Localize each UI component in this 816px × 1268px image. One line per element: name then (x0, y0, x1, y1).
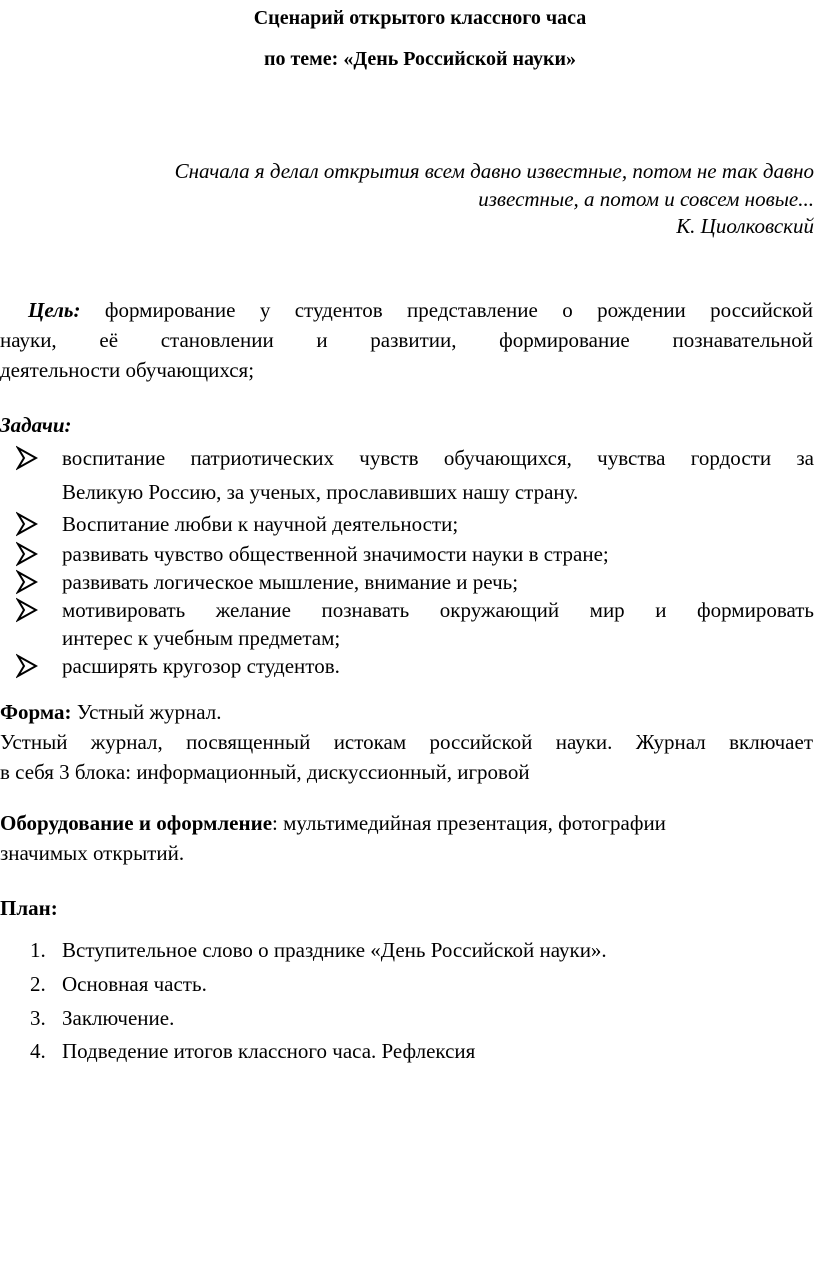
equipment-paragraph (0, 808, 813, 868)
task-line: расширять кругозор студентов. (62, 654, 340, 678)
plan-item-text: Основная часть. (62, 972, 207, 996)
form-line (0, 697, 813, 727)
plan-item-number: 3. (30, 1006, 46, 1030)
goal-paragraph (0, 295, 813, 385)
arrow-bullet-icon (16, 541, 38, 567)
task-line: интерес к учебным предметам; (62, 626, 341, 650)
plan-item-text: Подведение итогов классного часа. Рефлексия (62, 1039, 476, 1063)
equipment-line1 (0, 808, 813, 838)
task-line: мотивировать желание познавать окружающий мир и формировать (62, 598, 814, 622)
arrow-bullet-icon (16, 569, 38, 595)
plan-heading (0, 893, 813, 923)
task-line: Воспитание любви к научной деятельности; (62, 512, 459, 536)
form-description-line2: в себя 3 блока: информационный, дискуссионный, игровой (0, 760, 530, 784)
arrow-bullet-icon (16, 597, 38, 623)
task-line: воспитание патриотических чувств обучающихся, чувства гордости за (62, 446, 814, 470)
goal-text-line1: формирование у студентов представление о рождении российской (104, 298, 814, 322)
task-line: развивать чувство общественной значимости науки в стране; (62, 542, 609, 566)
document-title-line1: Сценарий открытого классного часа (253, 7, 587, 29)
arrow-bullet-icon (16, 653, 38, 679)
form-label: Форма: (0, 700, 72, 724)
epigraph-line2: известные, а потом и совсем новые... (478, 187, 814, 211)
plan-item-number: 4. (30, 1039, 46, 1063)
goal-line2: науки, её становлении и развитии, формирование познавательной (0, 328, 813, 352)
plan-item-text: Заключение. (62, 1006, 175, 1030)
plan-item-number: 2. (30, 972, 46, 996)
epigraph-author: К. Циолковский (676, 214, 814, 238)
document-title-line2: по теме: «День Российской науки» (263, 48, 577, 70)
equipment-label: Оборудование и оформление (0, 811, 273, 835)
equipment-colon: : (272, 811, 278, 835)
equipment-line2: значимых открытий. (0, 841, 185, 865)
epigraph-line1: Сначала я делал открытия всем давно известные, потом не так давно (174, 159, 814, 183)
tasks-heading: Задачи: (0, 413, 72, 437)
form-paragraph (0, 697, 813, 787)
plan-label: План: (0, 896, 58, 920)
task-line: развивать логическое мышление, внимание и речь; (62, 570, 519, 594)
goal-line1 (0, 295, 813, 325)
equipment-value-line1: мультимедийная презентация, фотографии (277, 811, 666, 835)
task-line: Великую Россию, за ученых, прославивших нашу страну. (62, 480, 579, 504)
plan-item-number: 1. (30, 938, 46, 962)
form-value: Устный журнал. (71, 700, 222, 724)
arrow-bullet-icon (16, 511, 38, 537)
goal-line3: деятельности обучающихся; (0, 358, 255, 382)
form-description-line1: Устный журнал, посвященный истокам российской науки. Журнал включает (0, 730, 813, 754)
goal-label: Цель: (28, 298, 81, 322)
plan-item-text: Вступительное слово о празднике «День Российской науки». (62, 938, 607, 962)
arrow-bullet-icon (16, 445, 38, 471)
